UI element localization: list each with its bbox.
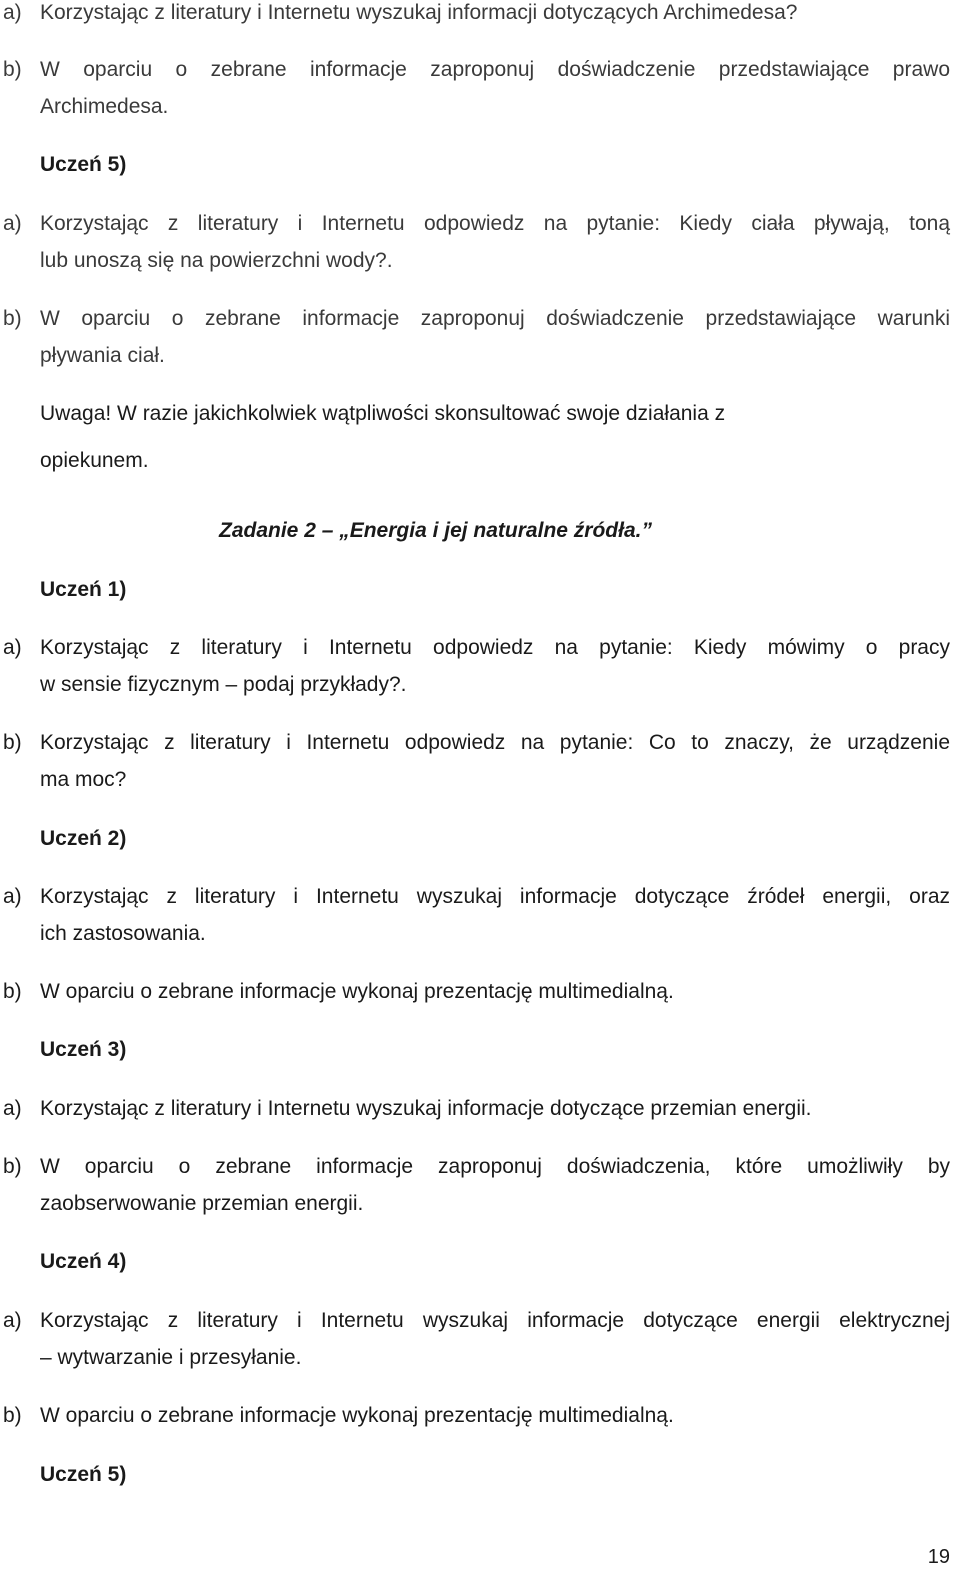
item-text-continuation: w sensie fizycznym – podaj przykłady?. [40, 673, 407, 696]
warning-note: Uwaga! W razie jakichkolwiek wątpliwości skonsultować swoje działania z [40, 402, 726, 425]
item-text: W oparciu o zebrane informacje wykonaj prezentację multimedialną. [40, 1404, 674, 1427]
item-marker: a) [3, 212, 22, 235]
task-title: Zadanie 2 – „Energia i jej naturalne źródła.” [219, 519, 652, 542]
item-text-continuation: ich zastosowania. [40, 922, 206, 945]
item-text-continuation: zaobserwowanie przemian energii. [40, 1192, 364, 1215]
item-marker: b) [3, 731, 22, 754]
item-text: Korzystając z literatury i Internetu wyszukaj informacje dotyczące przemian energii. [40, 1097, 812, 1120]
item-text: Korzystając z literatury i Internetu odpowiedz na pytanie: Co to znaczy, że urządzenie [40, 731, 950, 754]
student-heading: Uczeń 5) [40, 153, 127, 176]
item-text-continuation: Archimedesa. [40, 95, 169, 118]
student-heading: Uczeń 1) [40, 578, 127, 601]
item-text: W oparciu o zebrane informacje wykonaj prezentację multimedialną. [40, 980, 674, 1003]
item-marker: a) [3, 636, 22, 659]
item-marker: a) [3, 1, 22, 24]
item-marker: b) [3, 58, 22, 81]
item-marker: b) [3, 980, 22, 1003]
item-marker: b) [3, 1404, 22, 1427]
item-text: Korzystając z literatury i Internetu wyszukaj informacje dotyczące źródeł energii, oraz [40, 885, 950, 908]
item-text-continuation: – wytwarzanie i przesyłanie. [40, 1346, 302, 1369]
student-heading: Uczeń 5) [40, 1463, 127, 1486]
item-marker: a) [3, 1309, 22, 1332]
item-marker: a) [3, 885, 22, 908]
item-text: Korzystając z literatury i Internetu odpowiedz na pytanie: Kiedy mówimy o pracy [40, 636, 950, 659]
item-text: Korzystając z literatury i Internetu wyszukaj informacji dotyczących Archimedesa? [40, 1, 798, 24]
warning-note-continuation: opiekunem. [40, 449, 149, 472]
item-text: W oparciu o zebrane informacje zaproponuj doświadczenie przedstawiające warunki [40, 307, 950, 330]
item-text: Korzystając z literatury i Internetu odpowiedz na pytanie: Kiedy ciała pływają, toną [40, 212, 950, 235]
item-marker: b) [3, 307, 22, 330]
page-number: 19 [927, 1546, 950, 1568]
student-heading: Uczeń 4) [40, 1250, 127, 1273]
item-text: W oparciu o zebrane informacje zaproponuj doświadczenia, które umożliwiły by [40, 1155, 950, 1178]
item-marker: a) [3, 1097, 22, 1120]
item-marker: b) [3, 1155, 22, 1178]
item-text-continuation: pływania ciał. [40, 344, 165, 367]
item-text: Korzystając z literatury i Internetu wyszukaj informacje dotyczące energii elektrycznej [40, 1309, 950, 1332]
item-text-continuation: lub unoszą się na powierzchni wody?. [40, 249, 393, 272]
student-heading: Uczeń 3) [40, 1038, 127, 1061]
item-text-continuation: ma moc? [40, 768, 127, 791]
student-heading: Uczeń 2) [40, 827, 127, 850]
item-text: W oparciu o zebrane informacje zaproponuj doświadczenie przedstawiające prawo [40, 58, 950, 81]
